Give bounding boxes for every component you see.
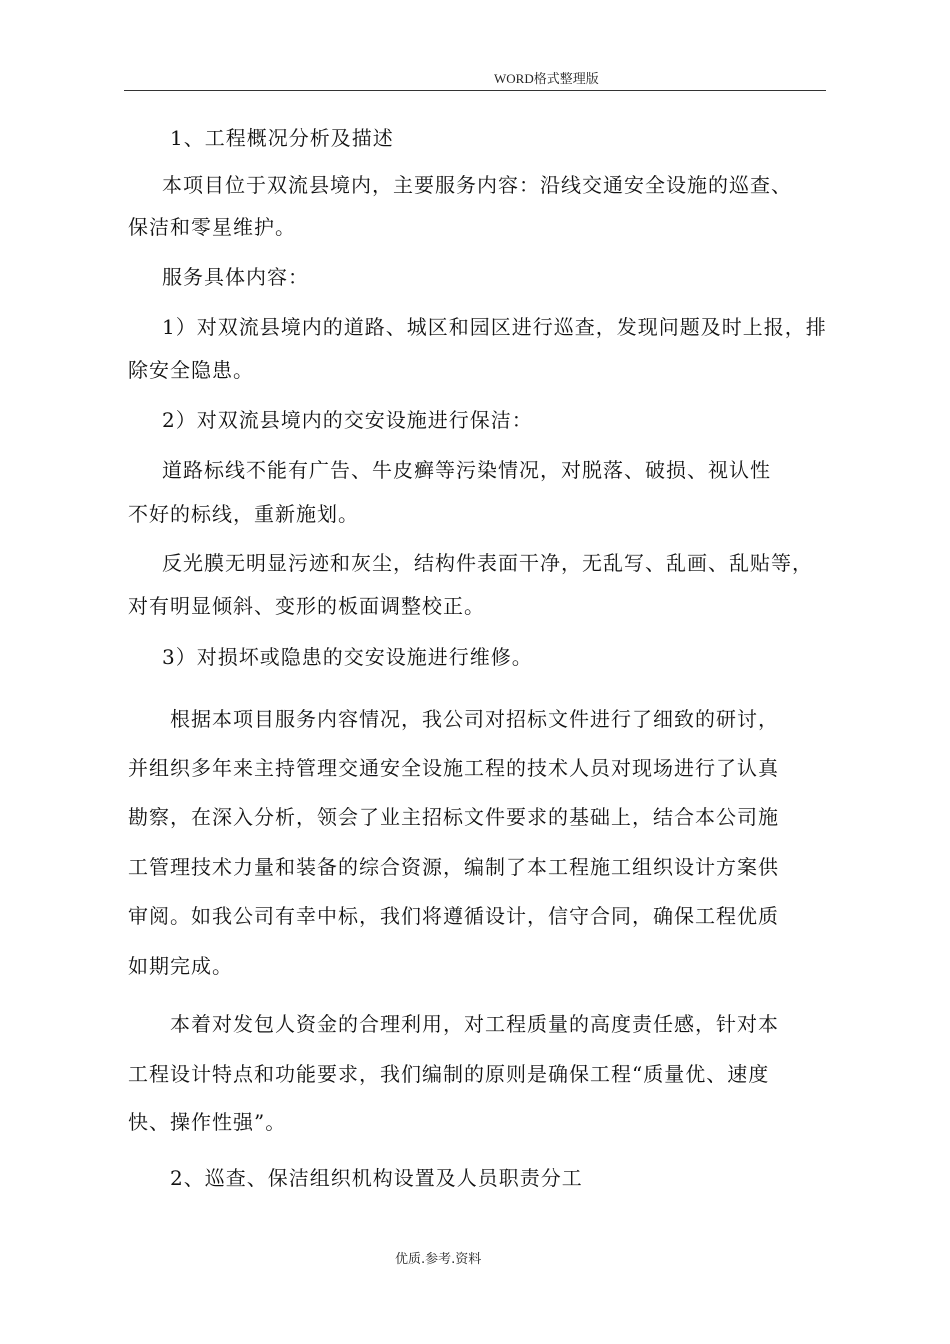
paragraph-line: 对有明显倾斜、变形的板面调整校正。	[128, 594, 485, 618]
list-item: 2）对双流县境内的交安设施进行保洁：	[162, 408, 533, 432]
paragraph-line: 审阅。如我公司有幸中标，我们将遵循设计，信守合同，确保工程优质	[128, 904, 779, 928]
paragraph-line: 服务具体内容：	[162, 265, 309, 289]
paragraph-line: 勘察，在深入分析，领会了业主招标文件要求的基础上，结合本公司施	[128, 805, 779, 829]
paragraph-line: 反光膜无明显污迹和灰尘，结构件表面干净，无乱写、乱画、乱贴等，	[162, 551, 813, 575]
paragraph-line: 如期完成。	[128, 954, 233, 978]
list-item: 1）对双流县境内的道路、城区和园区进行巡查，发现问题及时上报，排	[162, 315, 827, 339]
paragraph-line: 道路标线不能有广告、牛皮癣等污染情况，对脱落、破损、视认性	[162, 458, 771, 482]
paragraph-line: 不好的标线，重新施划。	[128, 502, 359, 526]
page-header	[124, 70, 826, 91]
paragraph-line: 保洁和零星维护。	[128, 215, 296, 239]
paragraph-line: 工程设计特点和功能要求，我们编制的原则是确保工程“质量优、速度	[128, 1062, 770, 1086]
paragraph-line: 除安全隐患。	[128, 358, 254, 382]
paragraph-line: 并组织多年来主持管理交通安全设施工程的技术人员对现场进行了认真	[128, 756, 779, 780]
section-heading-1: 1、工程概况分析及描述	[170, 126, 394, 150]
paragraph-line: 工管理技术力量和装备的综合资源，编制了本工程施工组织设计方案供	[128, 855, 779, 879]
list-item: 3）对损坏或隐患的交安设施进行维修。	[162, 645, 533, 669]
section-heading-2: 2、巡查、保洁组织机构设置及人员职责分工	[170, 1166, 583, 1190]
paragraph-line: 根据本项目服务内容情况，我公司对招标文件进行了细致的研讨，	[170, 707, 779, 731]
paragraph-line: 本着对发包人资金的合理利用，对工程质量的高度责任感，针对本	[170, 1012, 779, 1036]
page-footer: 优质.参考.资料	[395, 1252, 482, 1267]
paragraph-line: 快、操作性强”。	[128, 1110, 287, 1134]
header-text: WORD格式整理版	[494, 71, 599, 86]
paragraph-line: 本项目位于双流县境内，主要服务内容：沿线交通安全设施的巡查、	[162, 173, 792, 197]
